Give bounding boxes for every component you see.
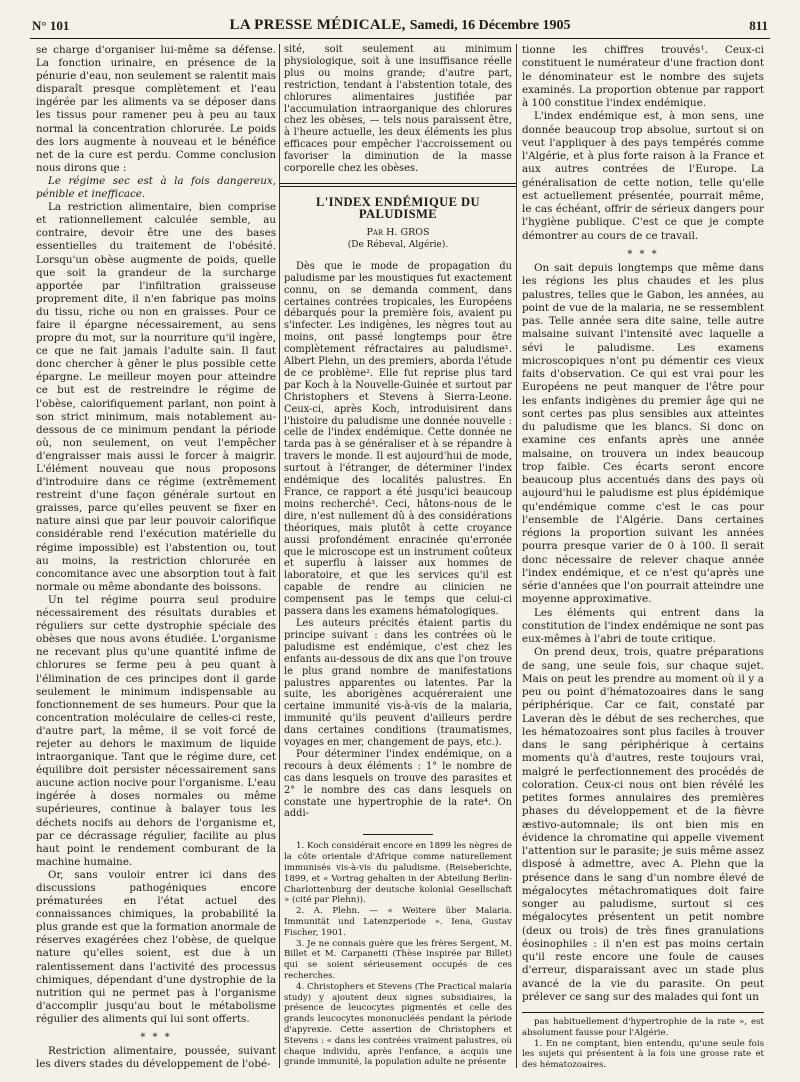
- paragraph: Les éléments qui entrent dans la constitution de l'index endémique ne sont pas eux-mêmes à l'abri de toute critique.: [522, 606, 764, 645]
- quote-text: Le régime sec est à la fois dangereux, pénible et inefficace.: [36, 174, 276, 201]
- page-number: 811: [749, 18, 768, 33]
- article-divider: [280, 183, 516, 184]
- paragraph: La restriction alimentaire, bien comprise et rationnellement calculée semble, au contraire, devoir être une des bases essentielles du traitement de l'obésité. Lorsqu'un obèse augmente de poids, quelle que soit la grandeur de la surcharge apportée par l'infiltration graisseuse proprement dite, il n'en fabrique pas moins du tissu, riche ou non en graisses. Pour ce faire il épargne nécessairement, au sens propre du mot, sur la nourriture qu'il ingère, ce que ne fait jamais l'adulte sain. Il faut donc chercher à gêner le plus possible cette épargne. Le meilleur moyen pour atteindre ce but est de restreindre le régime de l'obèse, calorifiquement parlant, non point à son strict minimum, mais notablement au-dessous de ce minimum pendant la période où, non seulement, on veut l'empêcher d'engraisser mais aussi le forcer à maigrir. L'élément nouveau que nous proposons d'introduire dans ce régime (extrêmement restreint d'une façon générale surtout en graisses, parce qu'elles peuvent se fixer en nature ainsi que par leur pouvoir calorifique considérable rend l'exécution matérielle du régime impossible) est l'abstention ou, tout au moins, la restriction chlorurée en concomitance avec une absorption tout à fait normale ou même abondante des boissons.: [36, 201, 276, 593]
- journal-title: [30, 17, 770, 34]
- paragraph: On prend deux, trois, quatre préparations de sang, une seule fois, sur chaque sujet. Mais on peut les prendre au moment où il y a peu ou point d'hématozoaires dans le sang périphérique. Car ce fait, constaté par Laveran dès le début de ses recherches, que les hématozoaires sont plus faciles à trouver dans le sang périphérique à certains moments qu'à d'autres, reste toujours vrai, malgré le perfectionnement des procédés de coloration. Ceux-ci nous ont bien révélé les petites formes annulaires des premières phases du développement et de la fièvre æstivo-automnale; ils ont bien mis en évidence la chromatine qui appelle vivement l'attention sur le parasite; je suis même assez disposé à admettre, avec A. Plehn que la présence dans le sang d'un nombre élevé de mégalocytes métachromatiques doit faire songer au paludisme, surtout si ces mégalocytes présentent un petit nombre (deux ou trois) de très fines granulations éosinophiles : il n'en est pas moins certain qu'il reste encore une foule de causes d'erreur, disparaissant avec un stade plus avancé de la vie du parasite. On peut prélever ce sang sur des malades qui font un: [522, 646, 764, 1003]
- footnote-rule: [522, 1012, 764, 1013]
- footnote: 3. Je ne connais guère que les frères Sergent, M. Billet et M. Carpanetti (Thèse inspirée par Billet) qui se soient sérieusement occupés de ces recherches.: [284, 938, 512, 981]
- paragraph: On sait depuis longtemps que même dans les régions les plus chaudes et les plus palustres, telles que le Gabon, les années, au point de vue de la malaria, ne se ressemblent pas. Telle année sera dite saine, telle autre malsaine suivant l'intensité avec laquelle a sévi le paludisme. Les examens microscopiques n'ont pu démentir ces vieux faits d'observation. Ce qui est vrai pour les Européens ne peut manquer de l'être pour les enfants indigènes du premier âge qui ne sont certes pas plus sensibles aux atteintes du paludisme que les blancs. Si donc on examine ces enfants après une année malsaine, on trouvera un index beaucoup trop faible. Ces écarts seront encore beaucoup plus accentués dans des pays où aujourd'hui le paludisme est plus épidémique qu'endémique comme c'est le cas pour l'ensemble de l'Algérie. Dans certaines régions la proportion suivant les années pourra presque varier de 0 à 100. Il serait donc nécessaire de relever chaque année l'index endémique, et ce n'est qu'après une série d'années que l'on pourrait atteindre une moyenne approximative.: [522, 262, 764, 606]
- paragraph: Les auteurs précités étaient partis du principe suivant : dans les contrées où le paludisme est endémique, c'est chez les enfants au-dessous de dix ans que l'on trouve le plus grand nombre de manifestations palustres apparentes ou latentes. Par la suite, les aborigènes acquéreraient une certaine immunité vis-à-vis de la malaria, immunité qu'ils peuvent d'ailleurs perdre dans certaines conditions (traumatismes, voyages en mer, changement de pays, etc.).: [284, 617, 512, 749]
- paragraph: se charge d'organiser lui-même sa défense. La fonction urinaire, en présence de la pénurie d'eau, non seulement se ralentit mais disparaît presque complètement et l'eau ingérée par les aliments va se déposer dans les tissus pour ramener peu à peu au taux normal la concentration chlorurée. Le poids des lors augmente à nouveau et le bénéfice net de la cure est perdu. Comme conclusion nous dirons que :: [36, 44, 276, 174]
- article-byline: Par H. GROS: [366, 226, 430, 238]
- article-location: (De Rébeval, Algérie).: [347, 239, 449, 250]
- paragraph: sité, soit seulement au minimum physiologique, soit à une insuffisance réelle plus ou moins grande; d'autre part, restriction, tendant à l'abstention totale, des chlorures alimentaires justifiée par l'accumulation intraorganique des chlorures chez les obèses, — tels nous paraissent être, à l'heure actuelle, les deux éléments les plus efficaces pour empêcher l'accroissement ou favoriser la diminution de la masse corporelle chez les obèses.: [284, 44, 512, 175]
- section-break: * * *: [627, 248, 659, 260]
- page-header: [30, 16, 770, 39]
- issue-number: N° 101: [32, 18, 70, 33]
- footnote: pas habituellement d'hypertrophie de la rate », est absolument fausse pour l'Algérie.: [522, 1017, 764, 1038]
- issue-date: Samedi, 16 Décembre 1905: [409, 18, 571, 33]
- column-3: [522, 44, 764, 1071]
- footnote: 1. Koch considérait encore en 1899 les nègres de la côte orientale d'Afrique comme naturellement immunisés vis-à-vis du paludisme. (Reiseberichte, 1899, et « Vortrag gehalten in der Abteilung Berlin-Charlottenburg der deutsche kolonial Gesellschaft » (cité par Plehn)).: [284, 841, 512, 906]
- paragraph: Dès que le mode de propagation du paludisme par les moustiques fut exactement connu, on se demanda comment, dans certaines contrées tropicales, les Européens débarqués pour la première fois, avaient pu s'infecter. Les indigènes, les nègres tout au moins, ont passé longtemps pour être complètement réfractaires au paludisme¹. Albert Plehn, un des premiers, aborda l'étude de ce problème². Elle fut reprise plus tard par Koch à la Nouvelle-Guinée et surtout par Christophers et Stevens à Sierra-Leone. Ceux-ci, après Koch, introduisirent dans l'histoire du paludisme une donnée nouvelle : celle de l'index endémique. Cette donnée ne tarda pas à se généraliser et à se répandre à travers le monde. Il est aujourd'hui de mode, surtout à l'étranger, de déterminer l'index endémique des localités palustres. En France, ce rapport a été jusqu'ici beaucoup moins recherché³. Ceci, hâtons-nous de le dire, n'est nullement dû à des considérations théoriques, mais plutôt à cette croyance aussi profondément enracinée qu'erronée que le microscope est un instrument coûteux et superflu à laisser aux hommes de laboratoire, et que les services qu'il est capable de rendre au clinicien ne compensent pas le temps que celui-ci passera dans les examens hématologiques.: [284, 260, 512, 618]
- column-2: [284, 44, 512, 1068]
- footnote: 4. Christophers et Stevens (The Practical malaria study) y ajoutent deux signes subsidiaires, la présence de leucocytes pigmentés et celle des grands leucocytes mononucléés pendant la période d'apyrexie. Cette assertion de Christophers et Stevens : « dans les contrées vraiment palustres, où chaque individu, après l'enfance, a acquis une grande immunité, la population adulte ne présente: [284, 981, 512, 1068]
- column-rule: [516, 44, 517, 1068]
- column-rule: [279, 44, 280, 1068]
- footnote-rule: [363, 834, 433, 835]
- quote: [36, 175, 276, 201]
- paragraph: Un tel régime pourra seul produire nécessairement des résultats durables et réguliers sur cette dystrophie spéciale des obèses que nous avons étudiée. L'organisme ne recevant plus qu'une quantité infime de chlorures se ferme peu à peu quant à l'élimination de ces principes dont il garde seulement le minimum indispensable au fonctionnement de ses humeurs. Pour que la concentration moléculaire de celles-ci reste, d'autre part, la même, il se voit forcé de rejeter au dehors le maximum de liquide intraorganique. Tant que le régime dure, cet équilibre doit persister nécessairement sans aucune action nocive pour l'organisme. L'eau ingérée à doses normales ou même supérieures, continue à balayer tous les déchets nocifs au dehors de l'organisme et, par ce décrassage régulier, facilite au plus haut point le rendement comburant de la machine humaine.: [36, 593, 276, 868]
- paragraph: Restriction alimentaire, poussée, suivant les divers stades du développement de l'obé-: [36, 1045, 276, 1071]
- paragraph: L'index endémique est, à mon sens, une donnée beaucoup trop absolue, surtout si on veut l'appliquer à des pays tempérés comme l'Algérie, et à plus forte raison à la France et aux autres contrées de l'Europe. La généralisation de cette notion, telle qu'elle est actuellement présentée, pourrait même, le cas échéant, offrir de sérieux dangers pour l'hygiène publique. C'est ce que je compte démontrer au cours de ce travail.: [522, 110, 764, 242]
- section-break: * * *: [140, 1032, 172, 1044]
- footnote: 1. En ne comptant, bien entendu, qu'une seule fois les sujets qui présentent à la fois une grosse rate et des hématozoaires.: [522, 1038, 764, 1071]
- footnote: 2. A. Plehn. — « Weitere über Malaria. Immunität und Latenzperiode ». Iena, Gustav Fischer, 1901.: [284, 906, 512, 938]
- paragraph: Pour déterminer l'index endémique, on a recours à deux éléments : 1° le nombre de cas dans lesquels on trouve des parasites et 2° le nombre des cas dans lesquels on constate une hypertrophie de la rate⁴. On addi-: [284, 748, 512, 820]
- article-title: L'INDEX ENDÉMIQUE DU PALUDISME: [315, 194, 481, 221]
- column-1: [36, 44, 276, 1071]
- article-divider: [280, 186, 516, 187]
- journal-name: LA PRESSE MÉDICALE,: [229, 17, 406, 33]
- paragraph: Or, sans vouloir entrer ici dans des discussions pathogéniques encore prématurées en l'état actuel des connaissances chimiques, la probabilité la plus grande est que la formation anormale de réserves exagérées chez l'obèse, de quelque nature qu'elles soient, est due à un ralentissement dans l'activité des processus chimiques, dépendant d'une dystrophie de la nutrition qui ne permet pas à l'organisme d'accomplir jusqu'au bout le métabolisme régulier des aliments qui lui sont offerts.: [36, 868, 276, 1025]
- paragraph: tionne les chiffres trouvés¹. Ceux-ci constituent le numérateur d'une fraction dont le dénominateur est le nombre des sujets examinés. La proportion obtenue par rapport à 100 constitue l'index endémique.: [522, 44, 764, 109]
